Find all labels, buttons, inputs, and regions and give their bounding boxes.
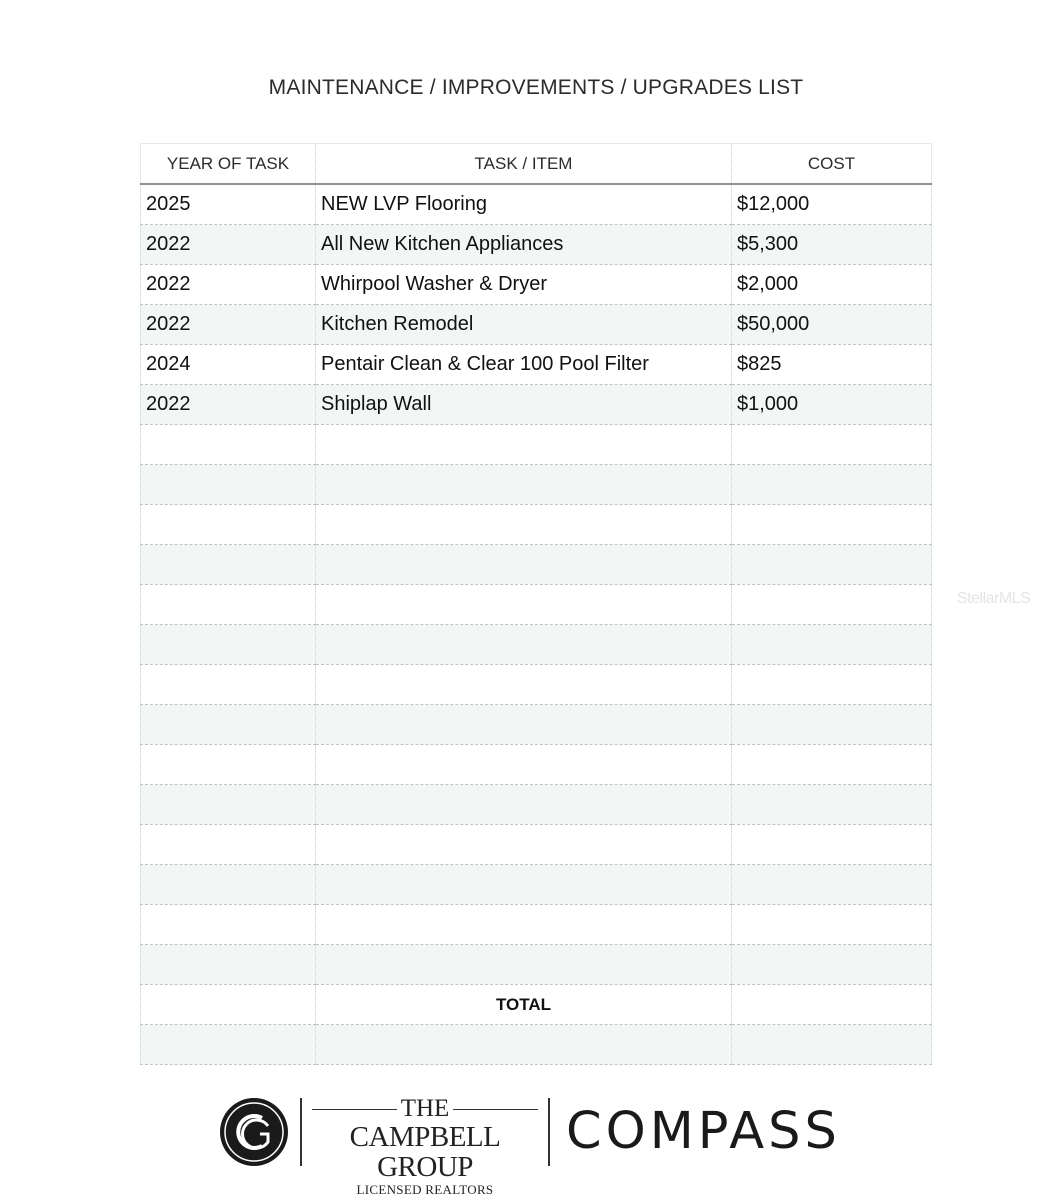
cell-year bbox=[141, 545, 316, 585]
cell-cost bbox=[732, 545, 932, 585]
cell-task bbox=[316, 585, 732, 625]
cell-year bbox=[141, 465, 316, 505]
cell-year bbox=[141, 945, 316, 985]
footer-logos bbox=[218, 1092, 878, 1197]
cell-task bbox=[316, 865, 732, 905]
campbell-group-monogram-icon bbox=[218, 1096, 290, 1168]
cell-year bbox=[141, 625, 316, 665]
header-year: YEAR OF TASK bbox=[141, 144, 316, 185]
table-row-empty bbox=[141, 905, 932, 945]
cell-cost: $1,000 bbox=[732, 385, 932, 425]
cell-cost bbox=[732, 425, 932, 465]
table-row-empty bbox=[141, 705, 932, 745]
cell-cost bbox=[732, 1025, 932, 1065]
cell-cost: $825 bbox=[732, 345, 932, 385]
cell-year bbox=[141, 1025, 316, 1065]
cell-task bbox=[316, 465, 732, 505]
table-row-empty bbox=[141, 505, 932, 545]
cell-task bbox=[316, 825, 732, 865]
campbell-group-logo bbox=[308, 1096, 542, 1198]
table-header-row bbox=[141, 144, 932, 185]
campbell-name: CAMPBELL GROUP bbox=[349, 1121, 501, 1183]
cell-cost bbox=[732, 665, 932, 705]
cell-year: 2025 bbox=[141, 184, 316, 225]
page-title: MAINTENANCE / IMPROVEMENTS / UPGRADES LIST bbox=[268, 76, 804, 99]
cell-task: Shiplap Wall bbox=[316, 385, 732, 425]
cell-task bbox=[316, 665, 732, 705]
logo-divider bbox=[548, 1098, 550, 1166]
header-task: TASK / ITEM bbox=[316, 144, 732, 185]
cell-year bbox=[141, 505, 316, 545]
cell-year bbox=[141, 985, 316, 1025]
cell-year bbox=[141, 705, 316, 745]
maintenance-table bbox=[140, 143, 932, 1065]
table-row-empty bbox=[141, 865, 932, 905]
table-row-total bbox=[141, 985, 932, 1025]
cell-cost: $12,000 bbox=[732, 184, 932, 225]
table-row bbox=[141, 184, 932, 225]
cell-cost bbox=[732, 585, 932, 625]
header-cost: COST bbox=[732, 144, 932, 185]
cell-task bbox=[316, 705, 732, 745]
cell-year bbox=[141, 865, 316, 905]
cell-year: 2022 bbox=[141, 305, 316, 345]
cell-task: All New Kitchen Appliances bbox=[316, 225, 732, 265]
table-row bbox=[141, 345, 932, 385]
cell-year: 2022 bbox=[141, 265, 316, 305]
cell-cost bbox=[732, 625, 932, 665]
cell-cost bbox=[732, 465, 932, 505]
cell-cost bbox=[732, 505, 932, 545]
table-row-empty bbox=[141, 425, 932, 465]
cell-cost bbox=[732, 745, 932, 785]
cell-year: 2022 bbox=[141, 385, 316, 425]
table-row-empty bbox=[141, 545, 932, 585]
table-row bbox=[141, 265, 932, 305]
compass-logo: COMPASS bbox=[566, 1102, 841, 1161]
cell-task bbox=[316, 1025, 732, 1065]
table-row-empty bbox=[141, 625, 932, 665]
table-body bbox=[141, 184, 932, 1065]
total-cost bbox=[732, 985, 932, 1025]
cell-cost bbox=[732, 825, 932, 865]
logo-divider bbox=[300, 1098, 302, 1166]
cell-year bbox=[141, 585, 316, 625]
cell-year bbox=[141, 745, 316, 785]
cell-task bbox=[316, 785, 732, 825]
cell-cost bbox=[732, 705, 932, 745]
cell-task bbox=[316, 425, 732, 465]
cell-task bbox=[316, 625, 732, 665]
table-row-empty bbox=[141, 945, 932, 985]
cell-task bbox=[316, 505, 732, 545]
watermark: StellarMLS bbox=[957, 590, 1031, 607]
cell-task: NEW LVP Flooring bbox=[316, 184, 732, 225]
total-label: TOTAL bbox=[316, 985, 732, 1025]
table-row-empty bbox=[141, 665, 932, 705]
cell-year bbox=[141, 785, 316, 825]
cell-year: 2024 bbox=[141, 345, 316, 385]
cell-task: Pentair Clean & Clear 100 Pool Filter bbox=[316, 345, 732, 385]
table-row-empty bbox=[141, 745, 932, 785]
campbell-the: THE bbox=[400, 1095, 450, 1122]
cell-year bbox=[141, 905, 316, 945]
campbell-sub: LICENSED REALTORS bbox=[356, 1182, 494, 1197]
table-row-empty bbox=[141, 465, 932, 505]
cell-task bbox=[316, 745, 732, 785]
table-row bbox=[141, 385, 932, 425]
cell-task: Whirpool Washer & Dryer bbox=[316, 265, 732, 305]
table-row bbox=[141, 305, 932, 345]
cell-cost bbox=[732, 945, 932, 985]
cell-task: Kitchen Remodel bbox=[316, 305, 732, 345]
table-row bbox=[141, 225, 932, 265]
cell-cost: $5,300 bbox=[732, 225, 932, 265]
table-row-empty bbox=[141, 1025, 932, 1065]
table-row-empty bbox=[141, 785, 932, 825]
cell-cost bbox=[732, 905, 932, 945]
cell-task bbox=[316, 945, 732, 985]
cell-cost: $50,000 bbox=[732, 305, 932, 345]
cell-year: 2022 bbox=[141, 225, 316, 265]
cell-task bbox=[316, 545, 732, 585]
cell-task bbox=[316, 905, 732, 945]
table-row-empty bbox=[141, 825, 932, 865]
cell-cost bbox=[732, 785, 932, 825]
cell-year bbox=[141, 425, 316, 465]
cell-cost: $2,000 bbox=[732, 265, 932, 305]
cell-cost bbox=[732, 865, 932, 905]
cell-year bbox=[141, 825, 316, 865]
table-row-empty bbox=[141, 585, 932, 625]
cell-year bbox=[141, 665, 316, 705]
